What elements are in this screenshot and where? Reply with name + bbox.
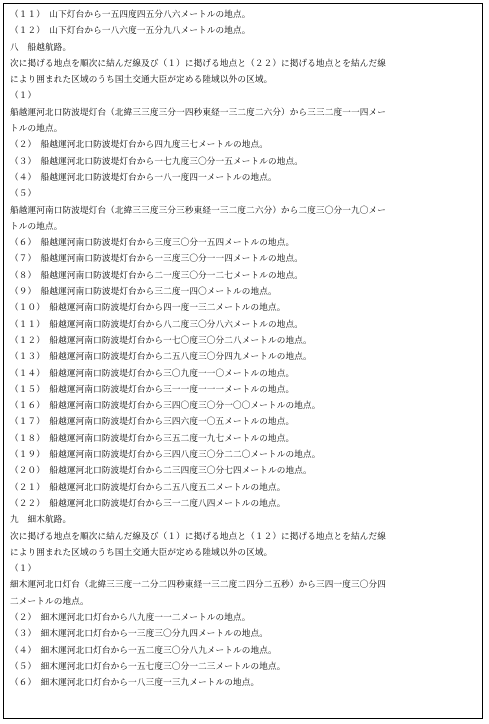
text-line: 細木運河北口灯台（北緯三三度一二分二四秒東経一三二度二四分二五秒）から三四一度三〇分四 bbox=[10, 580, 386, 591]
document-frame bbox=[3, 3, 483, 719]
text-line: トルの地点。 bbox=[10, 124, 63, 135]
text-line: （１５） 船越運河南口防波堤灯台から三一一度一一一メートルの地点。 bbox=[10, 384, 295, 395]
text-line: （１） bbox=[10, 91, 37, 102]
text-line: （１２） 船越運河南口防波堤灯台から一七〇度三〇分二八メートルの地点。 bbox=[10, 335, 312, 346]
text-line: トルの地点。 bbox=[10, 221, 63, 232]
text-line: （２） 細木運河北口灯台から八九度一一二メートルの地点。 bbox=[10, 612, 251, 623]
text-line: （１１） 山下灯台から一五四度四五分八六メートルの地点。 bbox=[10, 10, 251, 20]
text-line: 八 船越航路。 bbox=[10, 42, 72, 53]
text-line: により囲まれた区域のうち国土交通大臣が定める陸域以外の区域。 bbox=[10, 547, 273, 558]
text-line: （６） 船越運河南口防波堤灯台から三度三〇分一五四メートルの地点。 bbox=[10, 238, 295, 249]
document-body bbox=[10, 7, 482, 691]
text-line: （２） 船越運河北口防波堤灯台から四九度三七メートルの地点。 bbox=[10, 140, 269, 151]
text-line: （２１） 船越運河北口防波堤灯台から二五八度五二メートルの地点。 bbox=[10, 482, 286, 493]
text-line: （５） 細木運河北口灯台から一五七度三〇分一二三メートルの地点。 bbox=[10, 661, 286, 672]
text-line: （４） 船越運河北口防波堤灯台から一八一度四一メートルの地点。 bbox=[10, 172, 277, 183]
text-line: （７） 船越運河南口防波堤灯台から一三度三〇分一一四メートルの地点。 bbox=[10, 254, 303, 265]
text-line: （１４） 船越運河南口防波堤灯台から三〇九度一一〇メートルの地点。 bbox=[10, 368, 295, 379]
text-line: （１１） 船越運河南口防波堤灯台から八二度三〇分八六メートルの地点。 bbox=[10, 319, 303, 330]
text-line: により囲まれた区域のうち国土交通大臣が定める陸域以外の区域。 bbox=[10, 75, 273, 86]
text-line: 次に掲げる地点を順次に結んだ線及び（１）に掲げる地点と（２２）に掲げる地点とを結んだ線 bbox=[10, 58, 386, 69]
text-line: （３） 船越運河北口防波堤灯台から一七九度三〇分一五メートルの地点。 bbox=[10, 156, 303, 167]
text-line: （５） bbox=[10, 189, 37, 200]
text-line: （１８） 船越運河南口防波堤灯台から三五二度一九七メートルの地点。 bbox=[10, 433, 295, 444]
text-line: （１６） 船越運河南口防波堤灯台から三四〇度三〇分一〇〇メートルの地点。 bbox=[10, 401, 321, 412]
text-line: （１９） 船越運河南口防波堤灯台から三四八度三〇分二二〇メートルの地点。 bbox=[10, 450, 321, 461]
text-line: （１３） 船越運河南口防波堤灯台から二五八度三〇分四九メートルの地点。 bbox=[10, 352, 312, 363]
text-line: （３） 細木運河北口灯台から一三度三〇分九四メートルの地点。 bbox=[10, 629, 269, 640]
text-line: （１２） 山下灯台から一八六度一五分九八メートルの地点。 bbox=[10, 26, 251, 37]
text-line: 船越運河南口防波堤灯台（北緯三三度三分三秒東経一三二度二六分）から二度三〇分一九〇メー bbox=[10, 205, 386, 216]
text-line: 二メートルの地点。 bbox=[10, 596, 89, 607]
text-line: （１） bbox=[10, 564, 37, 575]
text-line: （１７） 船越運河南口防波堤灯台から三四六度一〇五メートルの地点。 bbox=[10, 417, 295, 428]
text-line: 九 細木航路。 bbox=[10, 515, 72, 526]
text-line: （１０） 船越運河南口防波堤灯台から四一度一三二メートルの地点。 bbox=[10, 303, 286, 314]
text-line: （２０） 船越運河北口防波堤灯台から二三四度三〇分七四メートルの地点。 bbox=[10, 466, 312, 477]
text-line: （８） 船越運河南口防波堤灯台から二一度三〇分一二七メートルの地点。 bbox=[10, 270, 303, 281]
text-line: （４） 細木運河北口灯台から一五二度三〇分八九メートルの地点。 bbox=[10, 645, 277, 656]
text-line: 次に掲げる地点を順次に結んだ線及び（１）に掲げる地点と（１２）に掲げる地点とを結んだ線 bbox=[10, 531, 386, 542]
text-line: （２２） 船越運河北口防波堤灯台から三一二度八四メートルの地点。 bbox=[10, 498, 286, 509]
text-line: 船越運河北口防波堤灯台（北緯三三度三分一四秒東経一三二度二六分）から三三二度一一四メー bbox=[10, 107, 386, 118]
text-line: （６） 細木運河北口灯台から一八三度一三九メートルの地点。 bbox=[10, 678, 260, 689]
text-line: （９） 船越運河南口防波堤灯台から三二度一四〇メートルの地点。 bbox=[10, 287, 277, 298]
